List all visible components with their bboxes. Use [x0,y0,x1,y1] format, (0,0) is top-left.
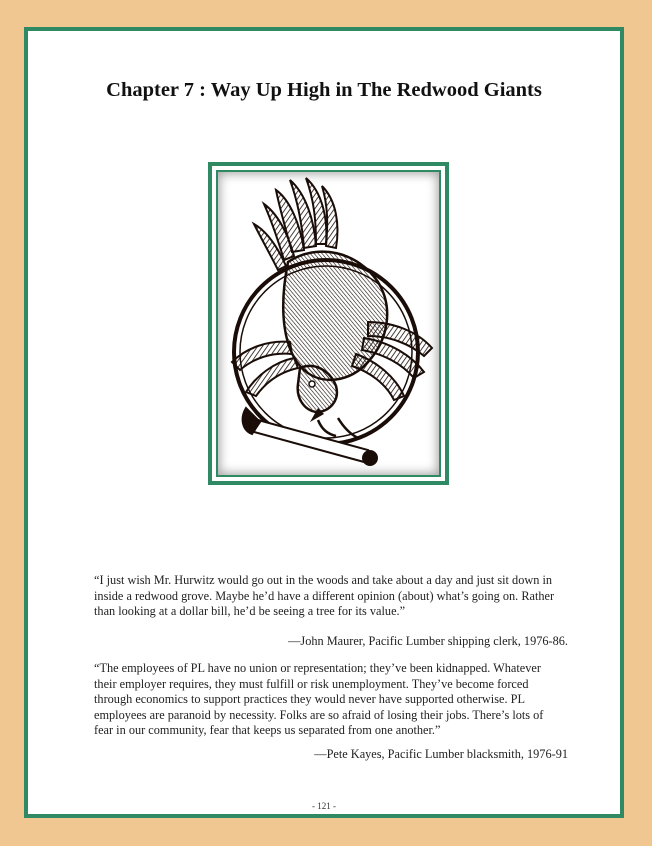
eagle-with-wrench-icon [218,172,445,481]
chapter-title: Chapter 7 : Way Up High in The Redwood Giants [106,79,542,101]
illustration-inner-frame [216,170,441,477]
book-page [24,27,624,818]
page-number: - 121 - [312,801,336,811]
illustration-frame [208,162,449,485]
quote-attribution: —John Maurer, Pacific Lumber shipping clerk, 1976-86. [288,634,568,648]
quote-text: “The employees of PL have no union or representation; they’ve been kidnapped. Whatever their employer requires, they must fulfill or risk unemployment. They’ve become forced through economics to support practices they would never have supported otherwise. PL employees are paranoid by necessity. Folks are so afraid of losing their jobs. There’s lots of fear in our community, fear that keeps us separated from one another.” [94,661,544,738]
quote-attribution: —Pete Kayes, Pacific Lumber blacksmith, 1976-91 [314,747,568,761]
quote-text: “I just wish Mr. Hurwitz would go out in the woods and take about a day and just sit down in inside a redwood grove. Maybe he’d have a different opinion (about) what’s going on. Rather than looking at a dollar bill, he’d be seeing a tree for its value.” [94,573,555,619]
